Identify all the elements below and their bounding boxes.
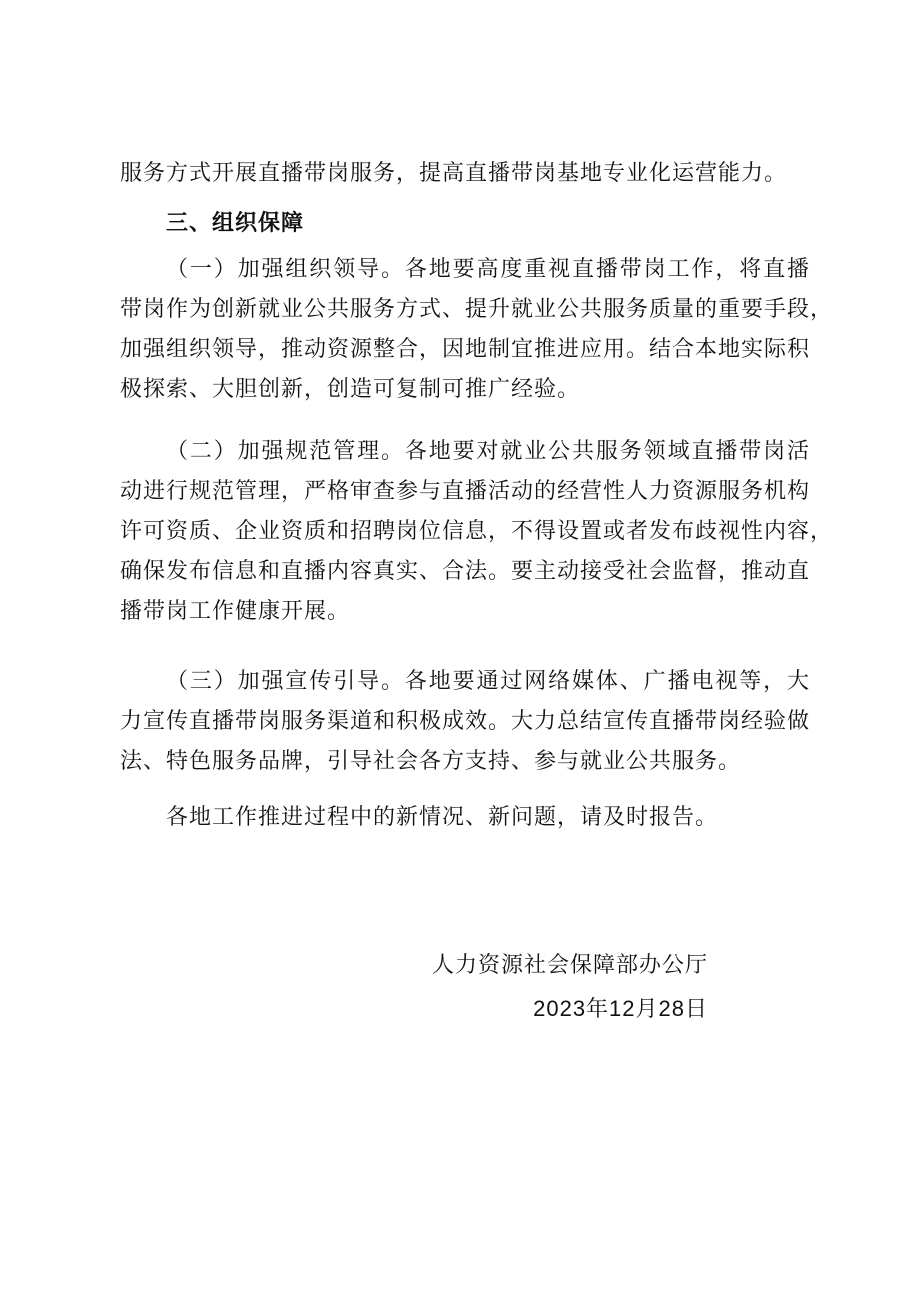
paragraph-publicity-guidance (120, 662, 810, 782)
section-heading: 三、组织保障 (166, 211, 305, 236)
intro-line: 服务方式开展直播带岗服务，提高直播带岗基地专业化运营能力。 (120, 161, 788, 186)
paragraph-line: 极探索、大胆创新，创造可复制可推广经验。 (120, 377, 581, 402)
signature-date: 2023年12月28日 (533, 996, 708, 1021)
paragraph-line: （三）加强宣传引导。各地要通过网络媒体、广播电视等，大 (166, 669, 810, 694)
paragraph-standard-management (120, 432, 834, 632)
paragraph-line: （二）加强规范管理。各地要对就业公共服务领域直播带岗活 (166, 439, 810, 464)
closing-paragraph (120, 798, 810, 838)
closing-line: 各地工作推进过程中的新情况、新问题，请及时报告。 (166, 805, 719, 830)
paragraph-line: 法、特色服务品牌，引导社会各方支持、参与就业公共服务。 (120, 749, 742, 774)
paragraph-line: 许可资质、企业资质和招聘岗位信息，不得设置或者发布歧视性内容， (120, 519, 834, 544)
paragraph-line: 带岗作为创新就业公共服务方式、提升就业公共服务质量的重要手段， (120, 297, 834, 322)
signature-organization: 人力资源社会保障部办公厅 (431, 953, 708, 978)
paragraph-line: 动进行规范管理，严格审查参与直播活动的经营性人力资源服务机构 (120, 479, 811, 504)
paragraph-line: 加强组织领导，推动资源整合，因地制宜推进应用。结合本地实际积 (120, 337, 811, 362)
paragraph-line: 确保发布信息和直播内容真实、合法。要主动接受社会监督，推动直 (120, 559, 811, 584)
paragraph-line: 播带岗工作健康开展。 (120, 599, 351, 624)
paragraph-line: 力宣传直播带岗服务渠道和积极成效。大力总结宣传直播带岗经验做 (120, 709, 811, 734)
paragraph-line: （一）加强组织领导。各地要高度重视直播带岗工作，将直播 (166, 257, 810, 282)
paragraph-organization-leadership (120, 250, 834, 410)
intro-paragraph (120, 154, 810, 194)
